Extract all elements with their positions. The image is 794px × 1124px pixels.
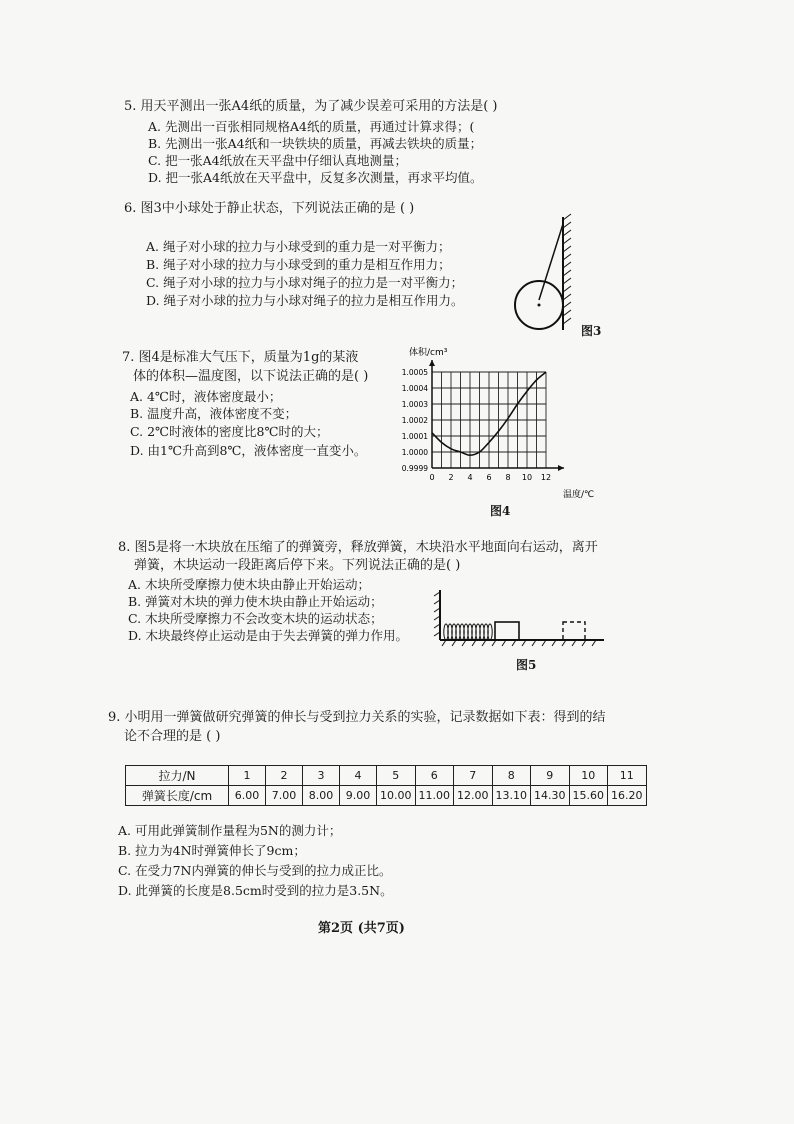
figure-3-ball-on-rope (505, 212, 585, 337)
chart-x-tick-label: 2 (448, 473, 454, 482)
q5-option-d: D. 把一张A4纸放在天平盘中，反复多次测量，再求平均值。 (148, 170, 483, 185)
q8-option-a: A. 木块所受摩擦力使木块由静止开始运动； (128, 577, 370, 592)
figure-5-spring-and-block (432, 588, 607, 650)
chart-x-tick-label: 6 (486, 473, 492, 482)
table-row-length (126, 786, 647, 806)
q6-stem: 6. 图3中小球处于静止状态，下列说法正确的是 ( ) (124, 201, 415, 216)
chart-y-tick-label: 0.9999 (401, 464, 428, 473)
table-cell: 3 (303, 766, 340, 786)
q5-stem: 5. 用天平测出一张A4纸的质量，为了减少误差可采用的方法是( ) (124, 99, 498, 114)
q8-option-b: B. 弹簧对木块的弹力使木块由静止开始运动； (128, 594, 383, 609)
table-cell: 1 (229, 766, 266, 786)
table-row-force (126, 766, 647, 786)
chart-y-tick-label: 1.0001 (401, 432, 428, 441)
table-cell: 16.20 (608, 786, 647, 806)
table-cell: 8 (492, 766, 531, 786)
chart-x-tick-label: 0 (429, 473, 435, 482)
table-cell: 14.30 (531, 786, 570, 806)
table-cell: 9.00 (340, 786, 377, 806)
q9-stem-line2: 论不合理的是 ( ) (124, 729, 221, 744)
table-cell: 9 (531, 766, 570, 786)
q9-data-table (125, 765, 647, 806)
table-cell: 7 (454, 766, 493, 786)
table-cell: 5 (377, 766, 416, 786)
q6-option-a: A. 绳子对小球的拉力与小球受到的重力是一对平衡力； (146, 239, 451, 254)
table-cell: 7.00 (266, 786, 303, 806)
table-header-force: 拉力/N (126, 766, 229, 786)
q8-stem-line2: 弹簧，木块运动一段距离后停下来。下列说法正确的是( ) (134, 558, 461, 573)
q8-option-c: C. 木块所受摩擦力不会改变木块的运动状态； (128, 611, 383, 626)
q7-option-b: B. 温度升高，液体密度不变； (130, 406, 298, 421)
chart-y-tick-label: 1.0003 (401, 400, 428, 409)
table-cell: 13.10 (492, 786, 531, 806)
wood-block-final-position (563, 622, 585, 640)
table-cell: 11.00 (415, 786, 454, 806)
table-cell: 2 (266, 766, 303, 786)
q5-option-a: A. 先测出一百张相同规格A4纸的质量，再通过计算求得；( (148, 119, 475, 134)
q9-option-a: A. 可用此弹簧制作量程为5N的测力计； (118, 823, 342, 838)
q7-option-a: A. 4℃时，液体密度最小； (130, 389, 282, 404)
chart-x-tick-labels (429, 473, 551, 482)
q5-option-c: C. 把一张A4纸放在天平盘中仔细认真地测量； (148, 153, 408, 168)
q9-option-d: D. 此弹簧的长度是8.5cm时受到的拉力是3.5N。 (118, 883, 393, 898)
q7-option-d: D. 由1℃升高到8℃，液体密度一直变小。 (130, 443, 367, 458)
figure-3-caption: 图3 (581, 324, 602, 338)
chart-x-tick-label: 8 (505, 473, 511, 482)
chart-y-tick-label: 1.0002 (401, 416, 428, 425)
table-cell: 11 (608, 766, 647, 786)
table-cell: 15.60 (569, 786, 608, 806)
chart-x-axis-arrow (558, 465, 564, 471)
q7-stem-line1: 7. 图4是标准大气压下，质量为1g的某液 (122, 350, 359, 365)
q5-option-b: B. 先测出一张A4纸和一块铁块的质量，再减去铁块的质量； (148, 136, 483, 151)
figure-5-caption: 图5 (516, 658, 537, 672)
chart-x-axis-label: 温度/℃ (563, 490, 595, 500)
table-cell: 10.00 (377, 786, 416, 806)
table-header-length: 弹簧长度/cm (126, 786, 229, 806)
q8-stem-line1: 8. 图5是将一木块放在压缩了的弹簧旁，释放弹簧，木块沿水平地面向右运动，离开 (118, 540, 598, 555)
q7-option-c: C. 2℃时液体的密度比8℃时的大； (130, 424, 329, 439)
table-cell: 6.00 (229, 786, 266, 806)
table-cell: 12.00 (454, 786, 493, 806)
table-cell: 6 (415, 766, 454, 786)
chart-x-tick-label: 12 (540, 473, 552, 482)
q6-option-b: B. 绳子对小球的拉力与小球受到的重力是相互作用力； (146, 257, 451, 272)
chart-x-tick-label: 4 (467, 473, 473, 482)
chart-x-tick-label: 10 (521, 473, 533, 482)
wood-block (495, 622, 519, 640)
q7-stem-line2: 体的体积—温度图，以下说法正确的是( ) (133, 369, 369, 384)
figure-4-volume-temperature-chart (375, 345, 605, 505)
figure-4-caption: 图4 (490, 504, 511, 518)
chart-y-tick-label: 1.0005 (401, 368, 428, 377)
page-footer: 第2页 (共7页) (318, 921, 405, 936)
chart-grid (432, 372, 546, 468)
chart-y-tick-label: 1.0004 (401, 384, 428, 393)
chart-y-tick-labels (402, 368, 428, 473)
table-cell: 4 (340, 766, 377, 786)
q9-option-b: B. 拉力为4N时弹簧伸长了9cm； (118, 843, 306, 858)
q9-option-c: C. 在受力7N内弹簧的伸长与受到的拉力成正比。 (118, 863, 392, 878)
table-cell: 8.00 (303, 786, 340, 806)
chart-y-axis-label: 体积/cm³ (409, 348, 448, 358)
q9-stem-line1: 9. 小明用一弹簧做研究弹簧的伸长与受到拉力关系的实验，记录数据如下表：得到的结 (108, 710, 606, 725)
compressed-spring (444, 624, 492, 640)
q8-option-d: D. 木块最终停止运动是由于失去弹簧的弹力作用。 (128, 628, 409, 643)
q6-option-d: D. 绳子对小球的拉力与小球对绳子的拉力是相互作用力。 (146, 293, 464, 308)
q6-option-c: C. 绳子对小球的拉力与小球对绳子的拉力是一对平衡力； (146, 275, 464, 290)
table-cell: 10 (569, 766, 608, 786)
chart-y-axis-arrow (429, 360, 435, 366)
chart-y-tick-label: 1.0000 (401, 448, 428, 457)
chart-axes (429, 360, 564, 471)
